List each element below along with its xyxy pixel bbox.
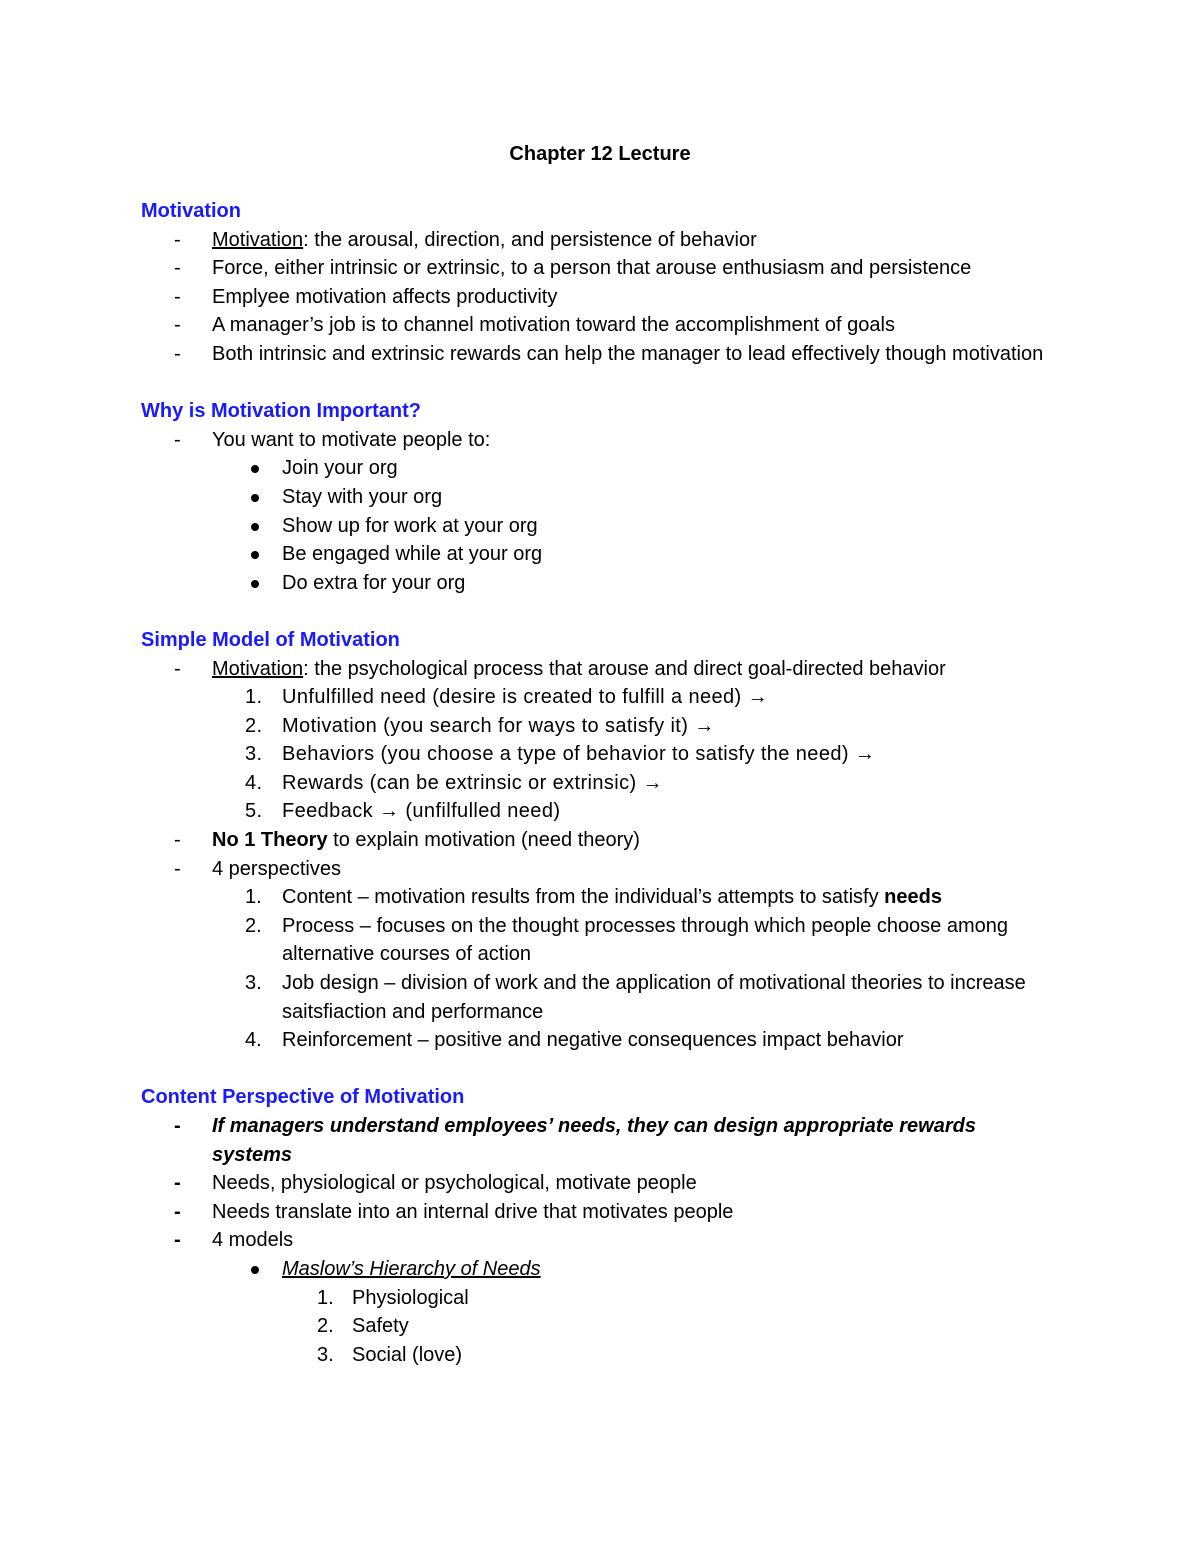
list-item: [141, 655, 1051, 684]
dash-marker: -: [174, 657, 181, 680]
item-text: Emplyee motivation affects productivity: [212, 285, 558, 308]
bullet-icon: [251, 523, 259, 531]
item-text: : the arousal, direction, and persistence of behavior: [303, 228, 757, 251]
item-text: Social (love): [352, 1343, 463, 1366]
bullet-icon: [251, 1266, 259, 1274]
item-text: If managers understand employees’ needs, they can design appropriate rewards systems: [212, 1115, 976, 1166]
item-text: Job design – division of work and the application of motivational theories to increase saitsfiaction and performance: [282, 972, 1026, 1023]
item-number: 2.: [317, 1315, 334, 1338]
list-item: [141, 1198, 1051, 1227]
list-item: [141, 311, 1051, 340]
item-text: Safety: [352, 1315, 409, 1338]
item-text: Unfulfilled need (desire is created to fulfill a need) →: [282, 686, 768, 709]
bullet-item: [141, 483, 1051, 512]
numbered-item: [141, 740, 1051, 769]
list-item: [141, 340, 1051, 369]
item-text: Motivation (you search for ways to satisfy it) →: [282, 714, 715, 737]
item-text: Feedback → (unfilfulled need): [282, 800, 561, 823]
bold-term: needs: [884, 886, 942, 909]
bullet-icon: [251, 465, 259, 473]
document-body: [141, 197, 1051, 1398]
numbered-item: [141, 1312, 1051, 1341]
section-heading: Why is Motivation Important?: [141, 400, 421, 423]
model-name: Maslow’s Hierarchy of Needs: [282, 1257, 541, 1280]
bullet-item: [141, 569, 1051, 598]
dash-marker: -: [174, 314, 181, 337]
dash-marker: -: [174, 1229, 181, 1252]
item-text: 4 models: [212, 1229, 294, 1252]
dash-marker: -: [174, 1115, 181, 1137]
item-text: Join your org: [282, 457, 398, 480]
bullet-icon: [251, 551, 259, 559]
dash-marker: -: [174, 342, 181, 365]
term: Motivation: [212, 228, 304, 251]
bullet-item: [141, 512, 1051, 541]
list-item: [141, 226, 1051, 255]
item-text: Rewards (can be extrinsic or extrinsic) →: [282, 771, 663, 794]
dash-marker: -: [174, 428, 181, 451]
section-heading: Simple Model of Motivation: [141, 628, 400, 651]
dash-marker: -: [174, 228, 181, 251]
section-motivation: [141, 197, 1051, 369]
numbered-item: [141, 1341, 1051, 1370]
dash-marker: -: [174, 1200, 181, 1223]
dash-marker: -: [174, 829, 181, 852]
numbered-item: [141, 883, 1051, 912]
section-why-important: [141, 397, 1051, 597]
item-text: Physiological: [352, 1286, 469, 1309]
section-simple-model: [141, 626, 1051, 1055]
list-item: [141, 1226, 1051, 1255]
item-text: to explain motivation (need theory): [327, 829, 640, 852]
section-heading: Content Perspective of Motivation: [141, 1086, 465, 1109]
section-content-perspective: [141, 1083, 1051, 1369]
bullet-item: [141, 1255, 1051, 1284]
dash-marker: -: [174, 1172, 181, 1195]
list-item: [141, 426, 1051, 455]
dash-marker: -: [174, 285, 181, 308]
bold-term: No 1 Theory: [212, 829, 328, 852]
numbered-item: [141, 712, 1051, 741]
item-number: 4.: [245, 771, 263, 794]
term: Motivation: [212, 657, 304, 680]
item-number: 4.: [245, 1029, 262, 1052]
bullet-item: [141, 454, 1051, 483]
numbered-item: [141, 912, 1051, 969]
page-title: Chapter 12 Lecture: [509, 143, 691, 165]
item-text: : the psychological process that arouse and direct goal-directed behavior: [303, 657, 946, 680]
item-number: 2.: [245, 714, 263, 737]
item-text: Reinforcement – positive and negative consequences impact behavior: [282, 1029, 904, 1052]
item-text: Both intrinsic and extrinsic rewards can help the manager to lead effectively though motivation: [212, 342, 1044, 365]
bullet-item: [141, 540, 1051, 569]
item-text: Do extra for your org: [282, 571, 466, 594]
item-number: 1.: [245, 886, 262, 909]
item-text: Stay with your org: [282, 485, 443, 508]
item-number: 3.: [317, 1343, 334, 1366]
item-number: 3.: [245, 743, 263, 766]
list-item: [141, 283, 1051, 312]
item-text: Needs translate into an internal drive that motivates people: [212, 1200, 734, 1223]
item-text: You want to motivate people to:: [212, 428, 491, 451]
list-item: [141, 1112, 1051, 1169]
item-text: 4 perspectives: [212, 857, 341, 880]
numbered-item: [141, 1284, 1051, 1313]
item-text: A manager’s job is to channel motivation toward the accomplishment of goals: [212, 314, 895, 337]
numbered-item: [141, 769, 1051, 798]
item-number: 1.: [245, 686, 263, 709]
item-text: Needs, physiological or psychological, motivate people: [212, 1172, 697, 1195]
bullet-icon: [251, 580, 259, 588]
list-item: [141, 254, 1051, 283]
list-item: [141, 855, 1051, 884]
section-heading: Motivation: [141, 200, 241, 222]
list-item: [141, 826, 1051, 855]
dash-marker: -: [174, 857, 181, 880]
item-number: 1.: [317, 1286, 334, 1309]
item-number: 5.: [245, 800, 263, 823]
numbered-item: [141, 683, 1051, 712]
numbered-item: [141, 969, 1051, 1026]
item-number: 2.: [245, 914, 262, 937]
list-item: [141, 1169, 1051, 1198]
item-text: Behaviors (you choose a type of behavior to satisfy the need) →: [282, 743, 876, 766]
bullet-icon: [251, 494, 259, 502]
item-number: 3.: [245, 972, 262, 995]
dash-marker: -: [174, 257, 181, 280]
numbered-item: [141, 797, 1051, 826]
item-text: Content – motivation results from the individual’s attempts to satisfy: [282, 886, 885, 909]
numbered-item: [141, 1026, 1051, 1055]
item-text: Process – focuses on the thought processes through which people choose among alternative courses of action: [282, 914, 1009, 966]
item-text: Be engaged while at your org: [282, 543, 543, 566]
item-text: Show up for work at your org: [282, 514, 538, 537]
item-text: Force, either intrinsic or extrinsic, to a person that arouse enthusiasm and persistence: [212, 257, 972, 280]
